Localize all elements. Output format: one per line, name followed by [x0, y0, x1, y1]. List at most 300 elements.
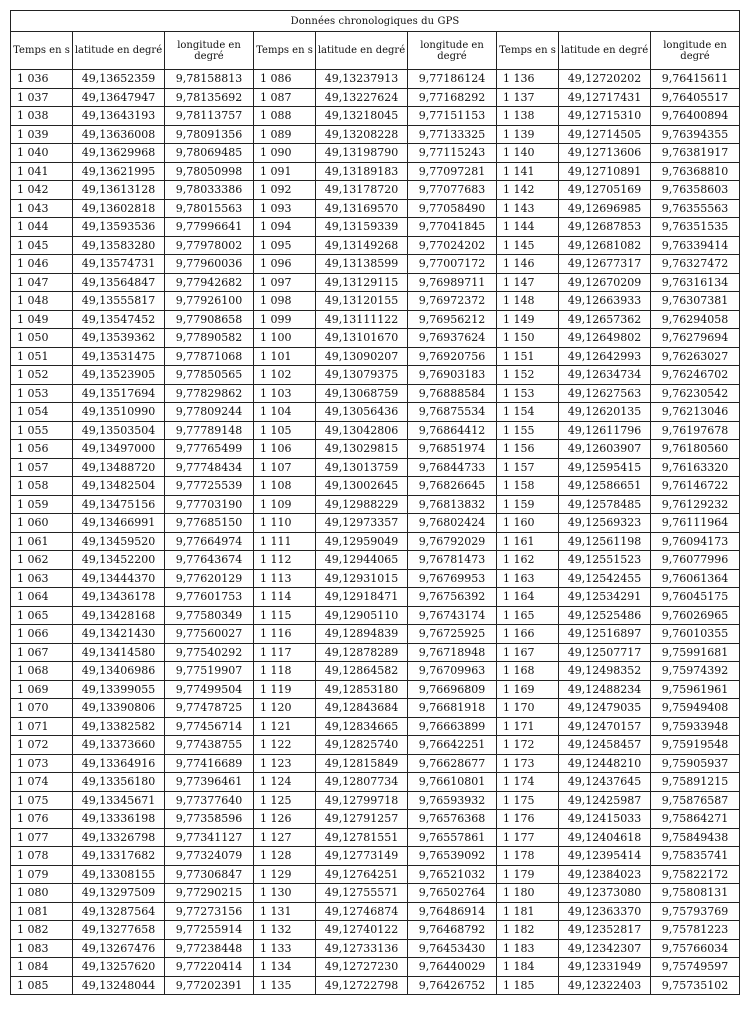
latitude-cell: 49,12705169 [559, 181, 651, 200]
table-row [11, 218, 740, 237]
table-row [11, 921, 740, 940]
longitude-cell: 9,76263027 [651, 347, 740, 366]
time-cell: 1 141 [497, 162, 559, 181]
table-row [11, 662, 740, 681]
latitude-cell: 49,13482504 [73, 477, 165, 496]
header-latitude: latitude en degré [559, 32, 651, 70]
latitude-cell: 49,13452200 [73, 551, 165, 570]
longitude-cell: 9,76756392 [408, 588, 497, 607]
latitude-cell: 49,13111122 [316, 310, 408, 329]
longitude-cell: 9,76440029 [408, 958, 497, 977]
longitude-cell: 9,77377640 [165, 791, 254, 810]
time-cell: 1 134 [254, 958, 316, 977]
longitude-cell: 9,75961961 [651, 680, 740, 699]
latitude-cell: 49,12507717 [559, 643, 651, 662]
latitude-cell: 49,13120155 [316, 292, 408, 311]
time-cell: 1 152 [497, 366, 559, 385]
longitude-cell: 9,76394355 [651, 125, 740, 144]
time-cell: 1 078 [11, 847, 73, 866]
longitude-cell: 9,76026965 [651, 606, 740, 625]
latitude-cell: 49,12322403 [559, 976, 651, 995]
latitude-cell: 49,13475156 [73, 495, 165, 514]
longitude-cell: 9,76358603 [651, 181, 740, 200]
latitude-cell: 49,12746874 [316, 902, 408, 921]
latitude-cell: 49,13459520 [73, 532, 165, 551]
longitude-cell: 9,76129232 [651, 495, 740, 514]
longitude-cell: 9,76844733 [408, 458, 497, 477]
longitude-cell: 9,76610801 [408, 773, 497, 792]
longitude-cell: 9,76381917 [651, 144, 740, 163]
latitude-cell: 49,13029815 [316, 440, 408, 459]
latitude-cell: 49,12764251 [316, 865, 408, 884]
longitude-cell: 9,76681918 [408, 699, 497, 718]
latitude-cell: 49,12894839 [316, 625, 408, 644]
table-row [11, 384, 740, 403]
table-title: Données chronologiques du GPS [11, 11, 740, 32]
longitude-cell: 9,78135692 [165, 88, 254, 107]
latitude-cell: 49,13636008 [73, 125, 165, 144]
table-row [11, 958, 740, 977]
latitude-cell: 49,12755571 [316, 884, 408, 903]
latitude-cell: 49,13297509 [73, 884, 165, 903]
latitude-cell: 49,12657362 [559, 310, 651, 329]
latitude-cell: 49,13042806 [316, 421, 408, 440]
longitude-cell: 9,77560027 [165, 625, 254, 644]
latitude-cell: 49,12773149 [316, 847, 408, 866]
time-cell: 1 089 [254, 125, 316, 144]
longitude-cell: 9,77041845 [408, 218, 497, 237]
longitude-cell: 9,75766034 [651, 939, 740, 958]
longitude-cell: 9,77703190 [165, 495, 254, 514]
latitude-cell: 49,12687853 [559, 218, 651, 237]
time-cell: 1 040 [11, 144, 73, 163]
time-cell: 1 110 [254, 514, 316, 533]
longitude-cell: 9,76521032 [408, 865, 497, 884]
time-cell: 1 126 [254, 810, 316, 829]
time-cell: 1 080 [11, 884, 73, 903]
table-row [11, 791, 740, 810]
latitude-cell: 49,13428168 [73, 606, 165, 625]
time-cell: 1 117 [254, 643, 316, 662]
table-row [11, 884, 740, 903]
longitude-cell: 9,77748434 [165, 458, 254, 477]
latitude-cell: 49,13382582 [73, 717, 165, 736]
time-cell: 1 170 [497, 699, 559, 718]
latitude-cell: 49,13317682 [73, 847, 165, 866]
latitude-cell: 49,13013759 [316, 458, 408, 477]
longitude-cell: 9,77273156 [165, 902, 254, 921]
latitude-cell: 49,13466991 [73, 514, 165, 533]
longitude-cell: 9,77643674 [165, 551, 254, 570]
table-row [11, 754, 740, 773]
table-row [11, 162, 740, 181]
time-cell: 1 151 [497, 347, 559, 366]
longitude-cell: 9,76781473 [408, 551, 497, 570]
latitude-cell: 49,12561198 [559, 532, 651, 551]
latitude-cell: 49,13287564 [73, 902, 165, 921]
time-cell: 1 054 [11, 403, 73, 422]
latitude-cell: 49,13510990 [73, 403, 165, 422]
longitude-cell: 9,76307381 [651, 292, 740, 311]
table-row [11, 847, 740, 866]
time-cell: 1 131 [254, 902, 316, 921]
time-cell: 1 047 [11, 273, 73, 292]
table-row [11, 680, 740, 699]
table-row [11, 532, 740, 551]
time-cell: 1 161 [497, 532, 559, 551]
longitude-cell: 9,77601753 [165, 588, 254, 607]
time-cell: 1 103 [254, 384, 316, 403]
time-cell: 1 183 [497, 939, 559, 958]
table-row [11, 736, 740, 755]
longitude-cell: 9,76163320 [651, 458, 740, 477]
latitude-cell: 49,13399055 [73, 680, 165, 699]
time-cell: 1 164 [497, 588, 559, 607]
longitude-cell: 9,76502764 [408, 884, 497, 903]
time-cell: 1 167 [497, 643, 559, 662]
latitude-cell: 49,12488234 [559, 680, 651, 699]
time-cell: 1 104 [254, 403, 316, 422]
longitude-cell: 9,77324079 [165, 847, 254, 866]
time-cell: 1 173 [497, 754, 559, 773]
latitude-cell: 49,13248044 [73, 976, 165, 995]
latitude-cell: 49,12470157 [559, 717, 651, 736]
table-row [11, 551, 740, 570]
time-cell: 1 147 [497, 273, 559, 292]
longitude-cell: 9,77255914 [165, 921, 254, 940]
time-cell: 1 172 [497, 736, 559, 755]
table-row [11, 181, 740, 200]
table-row [11, 366, 740, 385]
longitude-cell: 9,76826645 [408, 477, 497, 496]
time-cell: 1 180 [497, 884, 559, 903]
latitude-cell: 49,13101670 [316, 329, 408, 348]
latitude-cell: 49,12586651 [559, 477, 651, 496]
time-cell: 1 097 [254, 273, 316, 292]
longitude-cell: 9,76180560 [651, 440, 740, 459]
time-cell: 1 096 [254, 255, 316, 274]
longitude-cell: 9,77097281 [408, 162, 497, 181]
latitude-cell: 49,12649802 [559, 329, 651, 348]
time-cell: 1 068 [11, 662, 73, 681]
table-row [11, 236, 740, 255]
longitude-cell: 9,76792029 [408, 532, 497, 551]
time-cell: 1 050 [11, 329, 73, 348]
latitude-cell: 49,13159339 [316, 218, 408, 237]
header-latitude: latitude en degré [73, 32, 165, 70]
latitude-cell: 49,12569323 [559, 514, 651, 533]
latitude-cell: 49,12384023 [559, 865, 651, 884]
latitude-cell: 49,12437645 [559, 773, 651, 792]
time-cell: 1 082 [11, 921, 73, 940]
time-cell: 1 094 [254, 218, 316, 237]
latitude-cell: 49,12525486 [559, 606, 651, 625]
longitude-cell: 9,77829862 [165, 384, 254, 403]
longitude-cell: 9,75749597 [651, 958, 740, 977]
longitude-cell: 9,77168292 [408, 88, 497, 107]
latitude-cell: 49,13336198 [73, 810, 165, 829]
time-cell: 1 043 [11, 199, 73, 218]
time-cell: 1 166 [497, 625, 559, 644]
latitude-cell: 49,12479035 [559, 699, 651, 718]
latitude-cell: 49,13277658 [73, 921, 165, 940]
longitude-cell: 9,76956212 [408, 310, 497, 329]
latitude-cell: 49,13267476 [73, 939, 165, 958]
latitude-cell: 49,12864582 [316, 662, 408, 681]
time-cell: 1 107 [254, 458, 316, 477]
table-row [11, 347, 740, 366]
time-cell: 1 115 [254, 606, 316, 625]
latitude-cell: 49,12342307 [559, 939, 651, 958]
latitude-cell: 49,12843684 [316, 699, 408, 718]
time-cell: 1 138 [497, 107, 559, 126]
time-cell: 1 066 [11, 625, 73, 644]
longitude-cell: 9,76094173 [651, 532, 740, 551]
longitude-cell: 9,77620129 [165, 569, 254, 588]
longitude-cell: 9,75849438 [651, 828, 740, 847]
time-cell: 1 169 [497, 680, 559, 699]
time-cell: 1 106 [254, 440, 316, 459]
longitude-cell: 9,76400894 [651, 107, 740, 126]
latitude-cell: 49,12740122 [316, 921, 408, 940]
longitude-cell: 9,78015563 [165, 199, 254, 218]
time-cell: 1 129 [254, 865, 316, 884]
table-row [11, 643, 740, 662]
time-cell: 1 154 [497, 403, 559, 422]
longitude-cell: 9,76045175 [651, 588, 740, 607]
table-row [11, 939, 740, 958]
longitude-cell: 9,76769953 [408, 569, 497, 588]
longitude-cell: 9,77416689 [165, 754, 254, 773]
longitude-cell: 9,76077996 [651, 551, 740, 570]
latitude-cell: 49,12715310 [559, 107, 651, 126]
time-cell: 1 116 [254, 625, 316, 644]
latitude-cell: 49,13356180 [73, 773, 165, 792]
time-cell: 1 049 [11, 310, 73, 329]
time-cell: 1 178 [497, 847, 559, 866]
latitude-cell: 49,12352817 [559, 921, 651, 940]
longitude-cell: 9,75991681 [651, 643, 740, 662]
latitude-cell: 49,13079375 [316, 366, 408, 385]
time-cell: 1 121 [254, 717, 316, 736]
header-longitude: longitude en degré [408, 32, 497, 70]
time-cell: 1 123 [254, 754, 316, 773]
longitude-cell: 9,75949408 [651, 699, 740, 718]
header-latitude: latitude en degré [316, 32, 408, 70]
latitude-cell: 49,12611796 [559, 421, 651, 440]
longitude-cell: 9,76864412 [408, 421, 497, 440]
table-row [11, 292, 740, 311]
longitude-cell: 9,77890582 [165, 329, 254, 348]
latitude-cell: 49,12620135 [559, 403, 651, 422]
longitude-cell: 9,76628677 [408, 754, 497, 773]
latitude-cell: 49,12918471 [316, 588, 408, 607]
time-cell: 1 099 [254, 310, 316, 329]
latitude-cell: 49,12713606 [559, 144, 651, 163]
longitude-cell: 9,76709963 [408, 662, 497, 681]
time-cell: 1 108 [254, 477, 316, 496]
time-cell: 1 119 [254, 680, 316, 699]
time-cell: 1 042 [11, 181, 73, 200]
latitude-cell: 49,13308155 [73, 865, 165, 884]
longitude-cell: 9,76368810 [651, 162, 740, 181]
time-cell: 1 083 [11, 939, 73, 958]
time-cell: 1 133 [254, 939, 316, 958]
longitude-cell: 9,77664974 [165, 532, 254, 551]
time-cell: 1 157 [497, 458, 559, 477]
longitude-cell: 9,77077683 [408, 181, 497, 200]
latitude-cell: 49,13602818 [73, 199, 165, 218]
gps-data-table [10, 10, 740, 995]
table-row [11, 458, 740, 477]
longitude-cell: 9,76486914 [408, 902, 497, 921]
longitude-cell: 9,75974392 [651, 662, 740, 681]
latitude-cell: 49,12595415 [559, 458, 651, 477]
time-cell: 1 102 [254, 366, 316, 385]
time-cell: 1 100 [254, 329, 316, 348]
latitude-cell: 49,13652359 [73, 70, 165, 89]
latitude-cell: 49,13345671 [73, 791, 165, 810]
time-cell: 1 084 [11, 958, 73, 977]
latitude-cell: 49,13208228 [316, 125, 408, 144]
time-cell: 1 171 [497, 717, 559, 736]
time-cell: 1 132 [254, 921, 316, 940]
latitude-cell: 49,12415033 [559, 810, 651, 829]
time-cell: 1 073 [11, 754, 73, 773]
longitude-cell: 9,77358596 [165, 810, 254, 829]
table-row [11, 773, 740, 792]
table-row [11, 717, 740, 736]
longitude-cell: 9,78091356 [165, 125, 254, 144]
time-cell: 1 048 [11, 292, 73, 311]
latitude-cell: 49,12905110 [316, 606, 408, 625]
time-cell: 1 065 [11, 606, 73, 625]
time-cell: 1 125 [254, 791, 316, 810]
longitude-cell: 9,77789148 [165, 421, 254, 440]
table-row [11, 70, 740, 89]
longitude-cell: 9,77809244 [165, 403, 254, 422]
longitude-cell: 9,77580349 [165, 606, 254, 625]
table-row [11, 588, 740, 607]
time-cell: 1 177 [497, 828, 559, 847]
longitude-cell: 9,77306847 [165, 865, 254, 884]
latitude-cell: 49,12815849 [316, 754, 408, 773]
longitude-cell: 9,77478725 [165, 699, 254, 718]
time-cell: 1 165 [497, 606, 559, 625]
time-cell: 1 146 [497, 255, 559, 274]
time-cell: 1 092 [254, 181, 316, 200]
time-cell: 1 105 [254, 421, 316, 440]
longitude-cell: 9,76920756 [408, 347, 497, 366]
longitude-cell: 9,77871068 [165, 347, 254, 366]
longitude-cell: 9,77499504 [165, 680, 254, 699]
longitude-cell: 9,78033386 [165, 181, 254, 200]
time-cell: 1 090 [254, 144, 316, 163]
time-cell: 1 142 [497, 181, 559, 200]
time-cell: 1 070 [11, 699, 73, 718]
time-cell: 1 174 [497, 773, 559, 792]
time-cell: 1 185 [497, 976, 559, 995]
latitude-cell: 49,12681082 [559, 236, 651, 255]
time-cell: 1 091 [254, 162, 316, 181]
table-row [11, 310, 740, 329]
time-cell: 1 060 [11, 514, 73, 533]
latitude-cell: 49,13531475 [73, 347, 165, 366]
longitude-cell: 9,77926100 [165, 292, 254, 311]
time-cell: 1 153 [497, 384, 559, 403]
time-cell: 1 053 [11, 384, 73, 403]
latitude-cell: 49,12448210 [559, 754, 651, 773]
longitude-cell: 9,77850565 [165, 366, 254, 385]
longitude-cell: 9,77960036 [165, 255, 254, 274]
longitude-cell: 9,75822172 [651, 865, 740, 884]
table-row [11, 107, 740, 126]
longitude-cell: 9,76576368 [408, 810, 497, 829]
longitude-cell: 9,76355563 [651, 199, 740, 218]
table-row [11, 477, 740, 496]
latitude-cell: 49,12642993 [559, 347, 651, 366]
latitude-cell: 49,12634734 [559, 366, 651, 385]
header-row [11, 32, 740, 70]
longitude-cell: 9,76888584 [408, 384, 497, 403]
time-cell: 1 044 [11, 218, 73, 237]
gps-data-table-container [10, 10, 740, 995]
time-cell: 1 124 [254, 773, 316, 792]
time-cell: 1 072 [11, 736, 73, 755]
time-cell: 1 059 [11, 495, 73, 514]
table-row [11, 606, 740, 625]
table-row [11, 514, 740, 533]
longitude-cell: 9,77186124 [408, 70, 497, 89]
latitude-cell: 49,12720202 [559, 70, 651, 89]
latitude-cell: 49,13583280 [73, 236, 165, 255]
time-cell: 1 069 [11, 680, 73, 699]
time-cell: 1 155 [497, 421, 559, 440]
latitude-cell: 49,12834665 [316, 717, 408, 736]
time-cell: 1 095 [254, 236, 316, 255]
longitude-cell: 9,78069485 [165, 144, 254, 163]
longitude-cell: 9,76696809 [408, 680, 497, 699]
latitude-cell: 49,12791257 [316, 810, 408, 829]
longitude-cell: 9,77978002 [165, 236, 254, 255]
latitude-cell: 49,12781551 [316, 828, 408, 847]
latitude-cell: 49,13138599 [316, 255, 408, 274]
longitude-cell: 9,75864271 [651, 810, 740, 829]
header-longitude: longitude en degré [165, 32, 254, 70]
longitude-cell: 9,77908658 [165, 310, 254, 329]
longitude-cell: 9,76663899 [408, 717, 497, 736]
table-row [11, 144, 740, 163]
latitude-cell: 49,13517694 [73, 384, 165, 403]
latitude-cell: 49,12973357 [316, 514, 408, 533]
time-cell: 1 079 [11, 865, 73, 884]
longitude-cell: 9,76111964 [651, 514, 740, 533]
time-cell: 1 127 [254, 828, 316, 847]
longitude-cell: 9,76743174 [408, 606, 497, 625]
latitude-cell: 49,13564847 [73, 273, 165, 292]
time-cell: 1 088 [254, 107, 316, 126]
table-row [11, 625, 740, 644]
longitude-cell: 9,77133325 [408, 125, 497, 144]
longitude-cell: 9,77151153 [408, 107, 497, 126]
latitude-cell: 49,12542455 [559, 569, 651, 588]
longitude-cell: 9,75835741 [651, 847, 740, 866]
longitude-cell: 9,76557861 [408, 828, 497, 847]
table-row [11, 865, 740, 884]
time-cell: 1 093 [254, 199, 316, 218]
latitude-cell: 49,13555817 [73, 292, 165, 311]
longitude-cell: 9,77220414 [165, 958, 254, 977]
